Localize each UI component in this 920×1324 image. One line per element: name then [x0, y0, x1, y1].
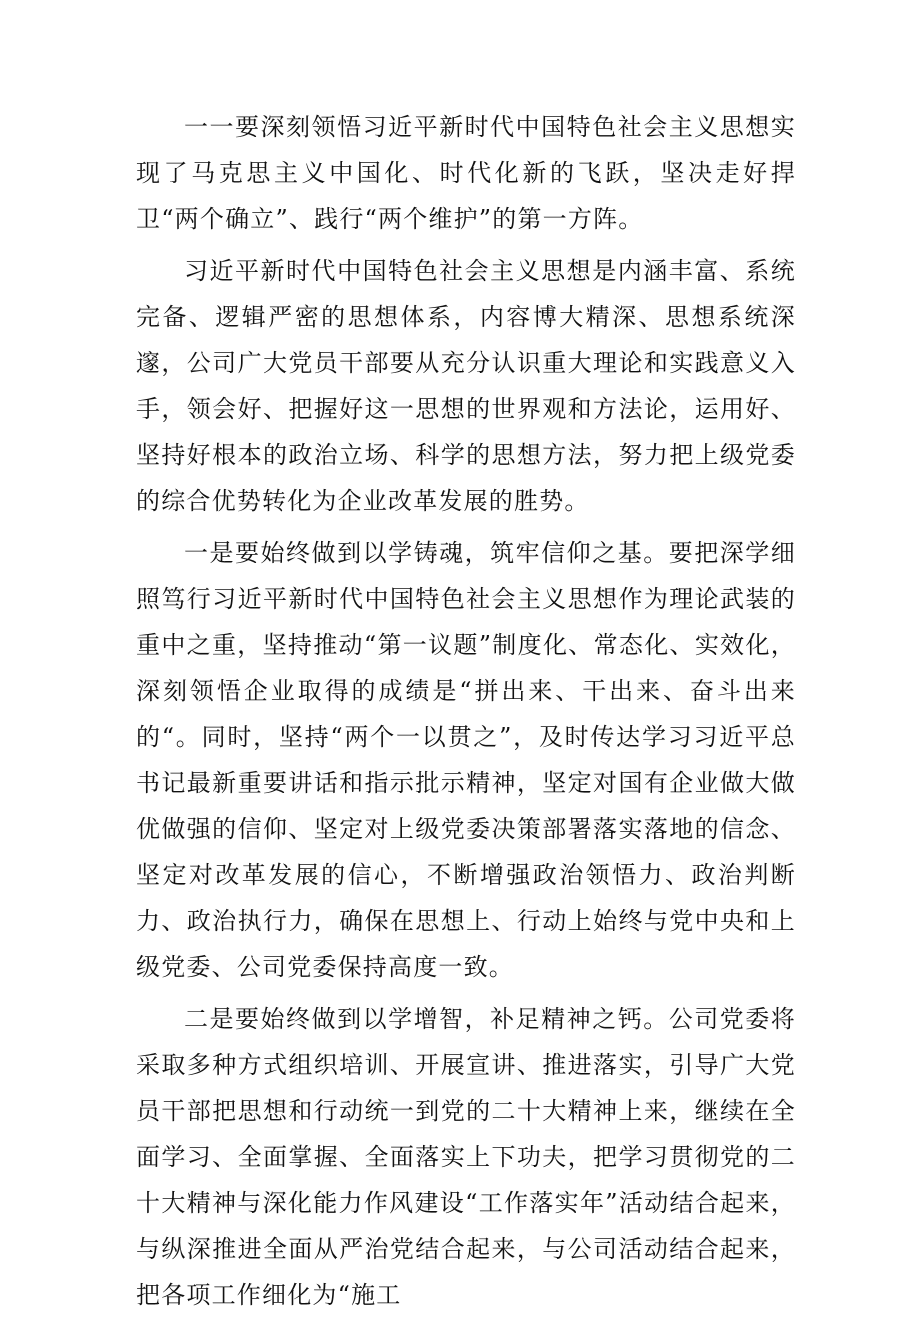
paragraph-3: 一是要始终做到以学铸魂，筑牢信仰之基。要把深学细照笃行习近平新时代中国特色社会主义思想作为理论武装的重中之重，坚持推动“第一议题”制度化、常态化、实效化，深刻领悟企业取得的成绩是“拼出来、干出来、奋斗出来的“。同时，坚持“两个一以贯之”，及时传达学习习近平总书记最新重要讲话和指示批示精神，坚定对国有企业做大做优做强的信仰、坚定对上级党委决策部署落实落地的信念、坚定对改革发展的信心，不断增强政治领悟力、政治判断力、政治执行力，确保在思想上、行动上始终与党中央和上级党委、公司党委保持高度一致。 [136, 539, 796, 981]
document-body [136, 104, 796, 1324]
paragraph-2: 习近平新时代中国特色社会主义思想是内涵丰富、系统完备、逻辑严密的思想体系，内容博大精深、思想系统深邃，公司广大党员干部要从充分认识重大理论和实践意义入手，领会好、把握好这一思想的世界观和方法论，运用好、坚持好根本的政治立场、科学的思想方法，努力把上级党委的综合优势转化为企业改革发展的胜势。 [136, 257, 796, 515]
paragraph-4: 二是要始终做到以学增智，补足精神之钙。公司党委将采取多种方式组织培训、开展宣讲、推进落实，引导广大党员干部把思想和行动统一到党的二十大精神上来，继续在全面学习、全面掌握、全面落实上下功夫，把学习贯彻党的二十大精神与深化能力作风建设“工作落实年”活动结合起来，与纵深推进全面从严治党结合起来，与公司活动结合起来，把各项工作细化为“施工 [136, 1005, 796, 1309]
paragraph-1: 一一要深刻领悟习近平新时代中国特色社会主义思想实现了马克思主义中国化、时代化新的飞跃，坚决走好捍卫“两个确立”、践行“两个维护”的第一方阵。 [136, 113, 796, 233]
